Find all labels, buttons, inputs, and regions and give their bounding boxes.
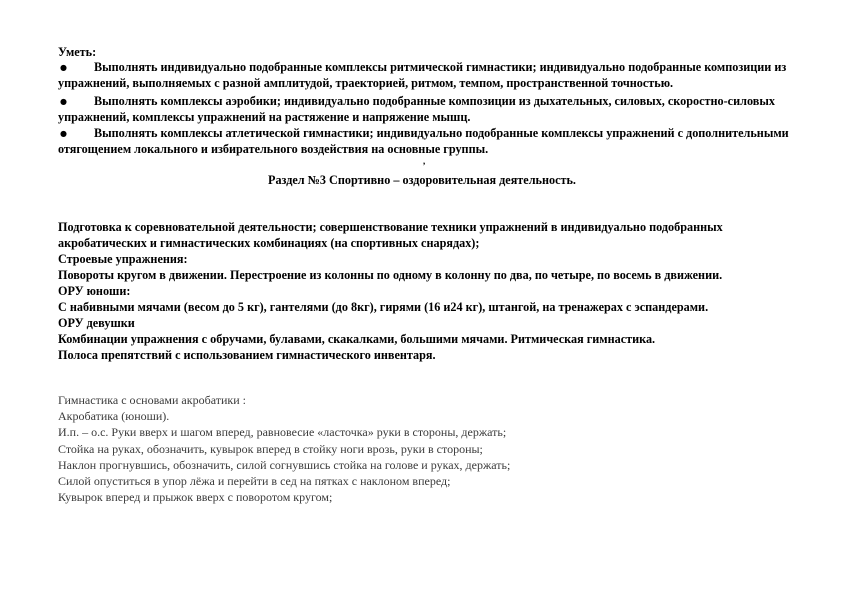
skill-1-line-2: упражнений, выполняемых с разной амплитудой, траекторией, ритмом, темпом, пространственной точностью.: [58, 76, 674, 90]
training-line-7: ОРУ девушки: [58, 316, 135, 330]
section-mark: ,: [423, 156, 426, 166]
skills-heading: Уметь:: [58, 45, 97, 59]
training-line-6: С набивными мячами (весом до 5 кг), гантелями (до 8кг), гирями (16 и24 кг), штангой, на тренажерах с эспандерами.: [58, 300, 709, 314]
bullet-icon: ●: [60, 129, 67, 138]
gymnastics-line-2: Акробатика (юноши).: [58, 409, 170, 423]
bullet-icon: ●: [60, 63, 67, 72]
training-line-5: ОРУ юноши:: [58, 284, 131, 298]
skill-3-line-2: отягощением локального и избирательного воздействия на основные группы.: [58, 142, 489, 156]
gymnastics-line-6: Силой опуститься в упор лёжа и перейти в сед на пятках с наклоном вперед;: [58, 474, 451, 488]
skill-1-line-1: Выполнять индивидуально подобранные комплексы ритмической гимнастики; индивидуально подобранные композиции из: [94, 60, 787, 74]
gymnastics-line-1: Гимнастика с основами акробатики :: [58, 393, 246, 407]
gymnastics-line-5: Наклон прогнувшись, обозначить, силой согнувшись стойка на голове и руках, держать;: [58, 458, 511, 472]
gymnastics-line-7: Кувырок вперед и прыжок вверх с поворотом кругом;: [58, 490, 333, 504]
training-line-9: Полоса препятствий с использованием гимнастического инвентаря.: [58, 348, 436, 362]
gymnastics-line-3: И.п. – о.с. Руки вверх и шагом вперед, равновесие «ласточка» руки в стороны, держать;: [58, 425, 507, 439]
training-line-4: Повороты кругом в движении. Перестроение из колонны по одному в колонну по два, по четыре, по восемь в движении.: [58, 268, 723, 282]
skill-3-line-1: Выполнять комплексы атлетической гимнастики; индивидуально подобранные комплексы упражнений с дополнительными: [94, 126, 789, 140]
gymnastics-line-4: Стойка на руках, обозначить, кувырок вперед в стойку ноги врозь, руки в стороны;: [58, 442, 483, 456]
skill-2-line-2: упражнений, комплексы упражнений на растяжение и напряжение мышц.: [58, 110, 471, 124]
section-title: Раздел №3 Спортивно – оздоровительная деятельность.: [268, 173, 576, 187]
skill-2-line-1: Выполнять комплексы аэробики; индивидуально подобранные композиции из дыхательных, силовых, скоростно-силовых: [94, 94, 775, 108]
training-line-8: Комбинации упражнения с обручами, булавами, скакалками, большими мячами. Ритмическая гимнастика.: [58, 332, 656, 346]
training-line-2: акробатических и гимнастических комбинациях (на спортивных снарядах);: [58, 236, 480, 250]
training-line-1: Подготовка к соревновательной деятельности; совершенствование техники упражнений в индивидуально подобранных: [58, 220, 723, 234]
bullet-icon: ●: [60, 97, 67, 106]
training-line-3: Строевые упражнения:: [58, 252, 188, 266]
